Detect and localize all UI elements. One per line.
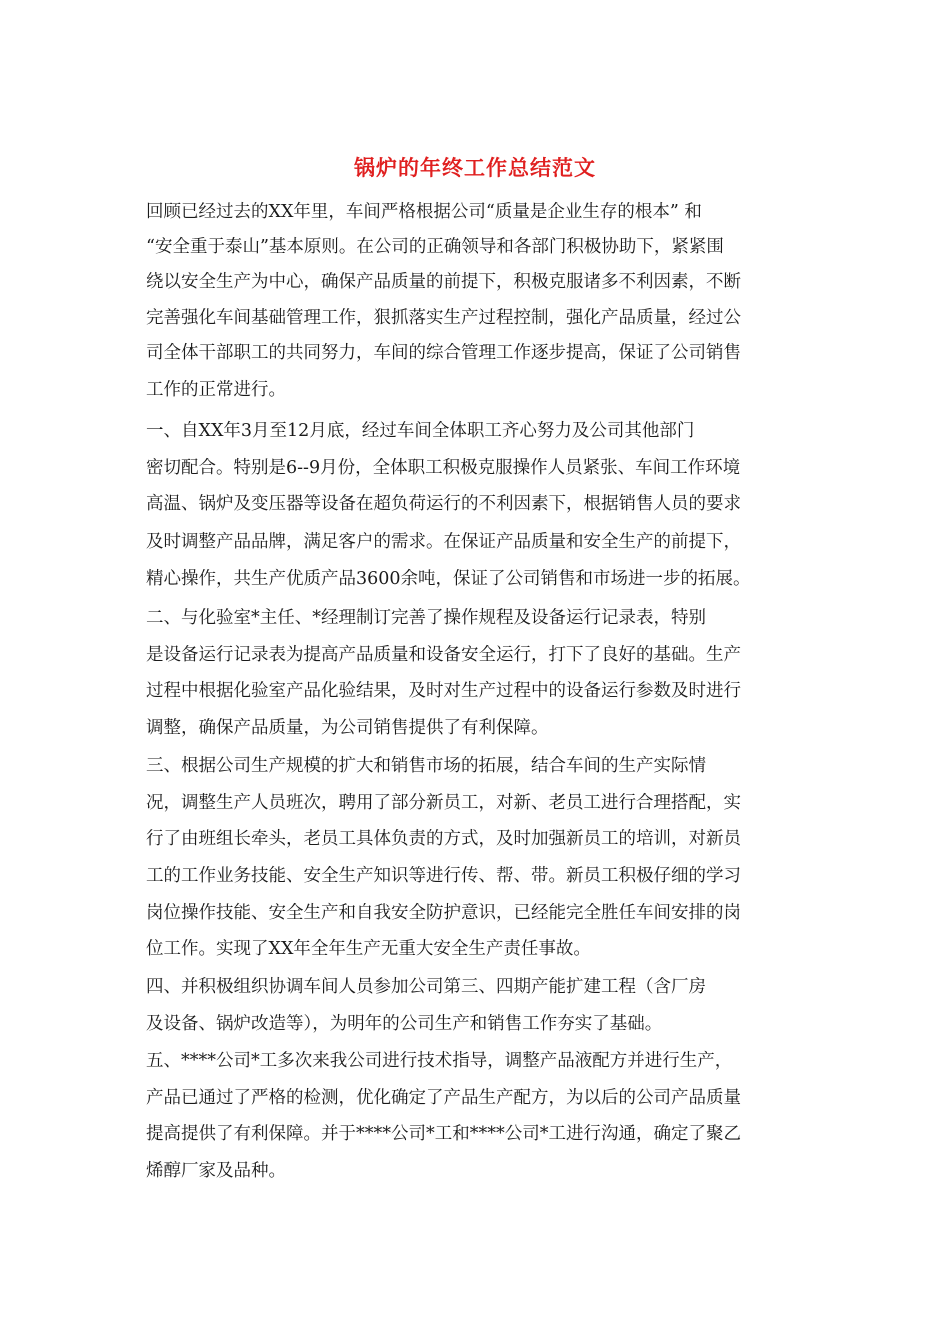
text-line: 产品已通过了严格的检测，优化确定了产品生产配方，为以后的公司产品质量 [146, 1088, 741, 1108]
text-line: 岗位操作技能、安全生产和自我安全防护意识，已经能完全胜任车间安排的岗 [146, 903, 741, 923]
text-line: “安全重于泰山”基本原则。在公司的正确领导和各部门积极协助下，紧紧围 [146, 237, 724, 257]
text-line: 密切配合。特别是6--9月份，全体职工积极克服操作人员紧张、车间工作环境 [146, 458, 741, 478]
text-line: 是设备运行记录表为提高产品质量和设备安全运行，打下了良好的基础。生产 [146, 645, 741, 665]
text-line: 况，调整生产人员班次，聘用了部分新员工，对新、老员工进行合理搭配，实 [146, 793, 741, 813]
text-line: 四、并积极组织协调车间人员参加公司第三、四期产能扩建工程（含厂房 [146, 977, 706, 997]
text-line: 司全体干部职工的共同努力，车间的综合管理工作逐步提高，保证了公司销售 [146, 343, 741, 363]
text-line: 回顾已经过去的XX年里，车间严格根据公司“质量是企业生存的根本” 和 [146, 202, 702, 222]
text-line: 三、根据公司生产规模的扩大和销售市场的拓展，结合车间的生产实际情 [146, 756, 706, 776]
text-line: 完善强化车间基础管理工作，狠抓落实生产过程控制，强化产品质量，经过公 [146, 308, 741, 328]
text-line: 高温、锅炉及变压器等设备在超负荷运行的不利因素下，根据销售人员的要求 [146, 494, 741, 514]
text-line: 工作的正常进行。 [146, 380, 286, 400]
text-line: 提高提供了有利保障。并于****公司*工和****公司*工进行沟通，确定了聚乙 [146, 1124, 741, 1144]
document-title: 锅炉的年终工作总结范文 [354, 155, 596, 180]
text-line: 位工作。实现了XX年全年生产无重大安全生产责任事故。 [146, 939, 591, 959]
text-line: 五、****公司*工多次来我公司进行技术指导，调整产品液配方并进行生产， [146, 1051, 733, 1071]
text-line: 调整，确保产品质量，为公司销售提供了有利保障。 [146, 718, 549, 738]
text-line: 工的工作业务技能、安全生产知识等进行传、帮、带。新员工积极仔细的学习 [146, 866, 741, 886]
text-line: 绕以安全生产为中心，确保产品质量的前提下，积极克服诸多不利因素，不断 [146, 272, 741, 292]
text-line: 及时调整产品品牌，满足客户的需求。在保证产品质量和安全生产的前提下， [146, 532, 741, 552]
text-line: 二、与化验室*主任、*经理制订完善了操作规程及设备运行记录表，特别 [146, 608, 706, 628]
text-line: 一、自XX年3月至12月底，经过车间全体职工齐心努力及公司其他部门 [146, 421, 695, 441]
text-line: 过程中根据化验室产品化验结果，及时对生产过程中的设备运行参数及时进行 [146, 681, 741, 701]
text-line: 烯醇厂家及品种。 [146, 1161, 286, 1181]
text-line: 及设备、锅炉改造等），为明年的公司生产和销售工作夯实了基础。 [146, 1014, 663, 1034]
text-line: 精心操作，共生产优质产品3600余吨，保证了公司销售和市场进一步的拓展。 [146, 569, 751, 589]
text-line: 行了由班组长牵头，老员工具体负责的方式，及时加强新员工的培训，对新员 [146, 829, 741, 849]
